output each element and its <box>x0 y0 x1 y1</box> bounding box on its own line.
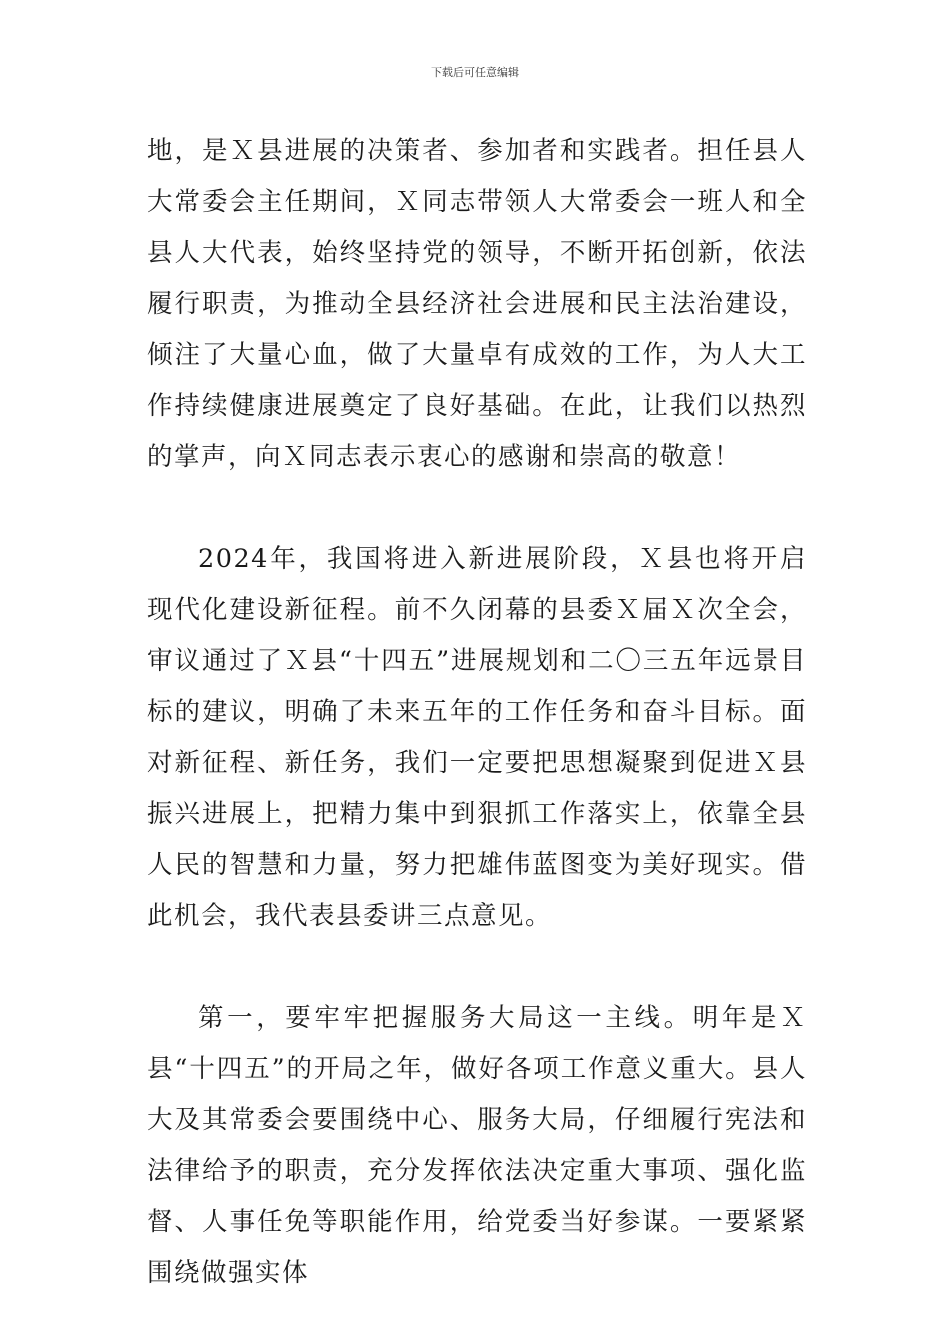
paragraph-spacer <box>147 942 807 993</box>
document-body <box>147 126 807 1299</box>
paragraph-1: 地，是Ｘ县进展的决策者、参加者和实践者。担任县人大常委会主任期间，Ｘ同志带领人大常委会一班人和全县人大代表，始终坚持党的领导，不断开拓创新，依法履行职责，为推动全县经济社会进展和民主法治建设，倾注了大量心血，做了大量卓有成效的工作，为人大工作持续健康进展奠定了良好基础。在此，让我们以热烈的掌声，向Ｘ同志表示衷心的感谢和崇高的敬意！ <box>147 136 807 472</box>
paragraph-3: 第一，要牢牢把握服务大局这一主线。明年是Ｘ县“十四五”的开局之年，做好各项工作意义重大。县人大及其常委会要围绕中心、服务大局，仔细履行宪法和法律给予的职责，充分发挥依法决定重大事项、强化监督、人事任免等职能作用，给党委当好参谋。一要紧紧围绕做强实体 <box>147 1003 807 1288</box>
paragraph-2: 2024年，我国将进入新进展阶段，Ｘ县也将开启现代化建设新征程。前不久闭幕的县委Ｘ届Ｘ次全会，审议通过了Ｘ县“十四五”进展规划和二〇三五年远景目标的建议，明确了未来五年的工作任务和奋斗目标。面对新征程、新任务，我们一定要把思想凝聚到促进Ｘ县振兴进展上，把精力集中到狠抓工作落实上，依靠全县人民的智慧和力量，努力把雄伟蓝图变为美好现实。借此机会，我代表县委讲三点意见。 <box>147 544 807 931</box>
page-header-note: 下载后可任意编辑 <box>431 66 519 79</box>
paragraph-spacer <box>147 483 807 534</box>
